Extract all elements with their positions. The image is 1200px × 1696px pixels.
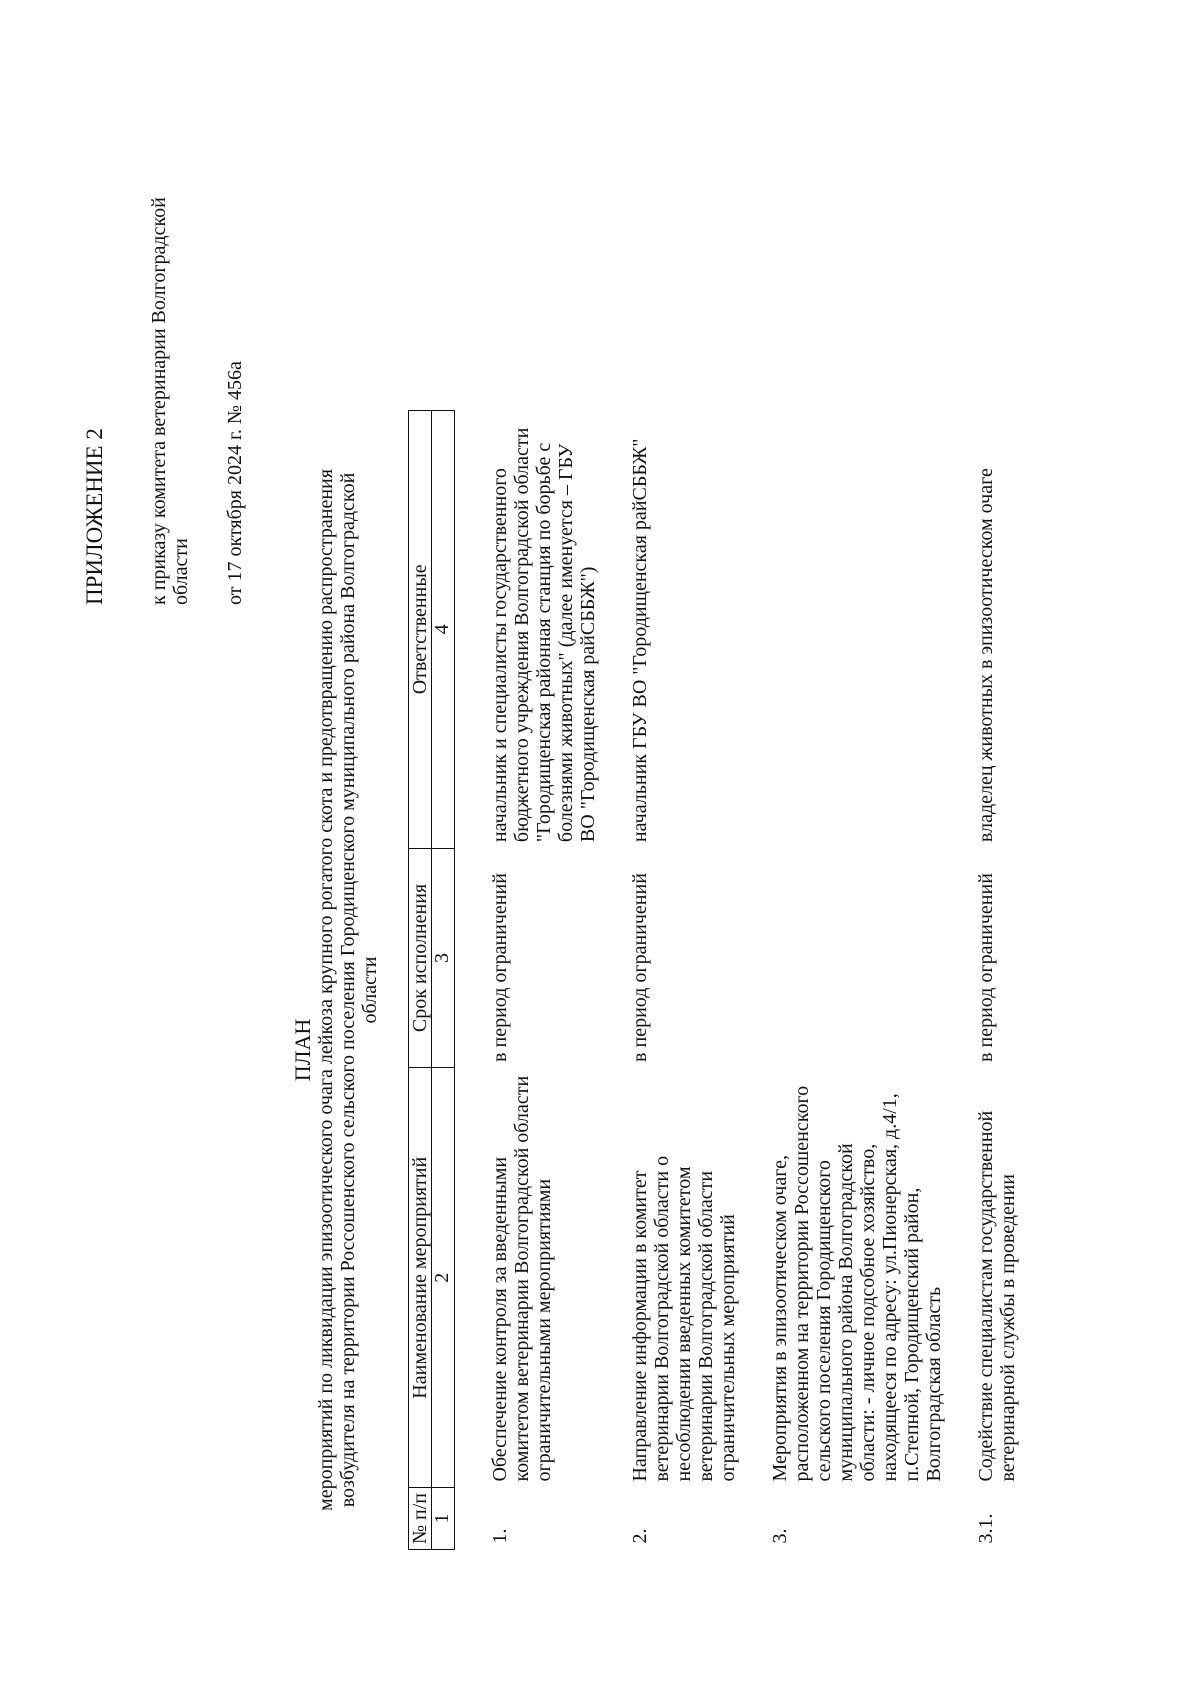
row-responsible (769, 411, 975, 849)
order-date: от 17 октября 2024 г. № 456а (224, 361, 246, 605)
plan-title: ПЛАН (290, 1018, 315, 1082)
row-name: Направление информации в комитет ветеринарии Волгоградской области о несоблюдении введенных комитетом ветеринарии Волгоградской области ограничительных мероприятий (629, 1155, 739, 1482)
column-number: 3 (432, 848, 455, 1068)
header-name: Наименование мероприятий (409, 1068, 432, 1488)
row-responsible: начальник ГБУ ВО "Городищенская райСББЖ" (629, 438, 651, 843)
row-name: Содействие специалистам государственной ветеринарной службы в проведении (975, 1110, 1019, 1482)
row-term (769, 848, 975, 1068)
table-row (769, 411, 975, 1550)
header-term: Срок исполнения (409, 848, 432, 1068)
row-number: 3.1. (975, 1513, 997, 1544)
row-responsible: владелец животных в эпизоотическом очаге (975, 468, 997, 843)
row-responsible: начальник и специалисты государственного бюджетного учреждения Волгоградской области "Городищенская районная станция по борьбе с болезнями животных" (далее именуется – ГБУ ВО "Городищенская райСББЖ") (489, 427, 599, 843)
row-name: Мероприятия в эпизоотическом очаге, расположенном на территории Россошенского сельского поселения Городищенского муниципального района Волгоградской области: - личное подсобное хозяйство, находящееся по адресу: ул.Пионерская, д.4/1, п.Степной, Городищенский район, Волгоградская область (769, 1085, 945, 1482)
row-number: 2. (629, 1528, 651, 1544)
document-page (0, 40, 1120, 1640)
table-header-row (409, 411, 432, 1550)
appendix-heading: ПРИЛОЖЕНИЕ 2 (82, 428, 107, 605)
column-number: 4 (432, 411, 455, 849)
row-term: в период ограничений (489, 873, 511, 1062)
row-name: Обеспечение контроля за введенными комитетом ветеринарии Волгоградской области ограничительными мероприятиями (489, 1075, 555, 1482)
row-term: в период ограничений (975, 873, 997, 1062)
row-number: 3. (769, 1528, 791, 1544)
column-number: 1 (432, 1488, 455, 1550)
table-row (975, 411, 1049, 1550)
header-number: № п/п (409, 1488, 432, 1550)
table-row (629, 411, 769, 1550)
table-row (489, 411, 629, 1550)
plan-table (408, 410, 1049, 1550)
plan-subtitle: мероприятий по ликвидации эпизоотического очага лейкоза крупного рогатого скота и предотвращению распространения возбудителя на территории Россошенского сельского поселения Городищенского муниципального района Волгоградской области (315, 469, 381, 1511)
row-number: 1. (489, 1528, 511, 1544)
column-number: 2 (432, 1068, 455, 1488)
row-term: в период ограничений (629, 873, 651, 1062)
order-reference: к приказу комитета ветеринарии Волгоградской области (148, 197, 192, 605)
header-responsible: Ответственные (409, 411, 432, 849)
table-column-number-row (432, 411, 455, 1550)
